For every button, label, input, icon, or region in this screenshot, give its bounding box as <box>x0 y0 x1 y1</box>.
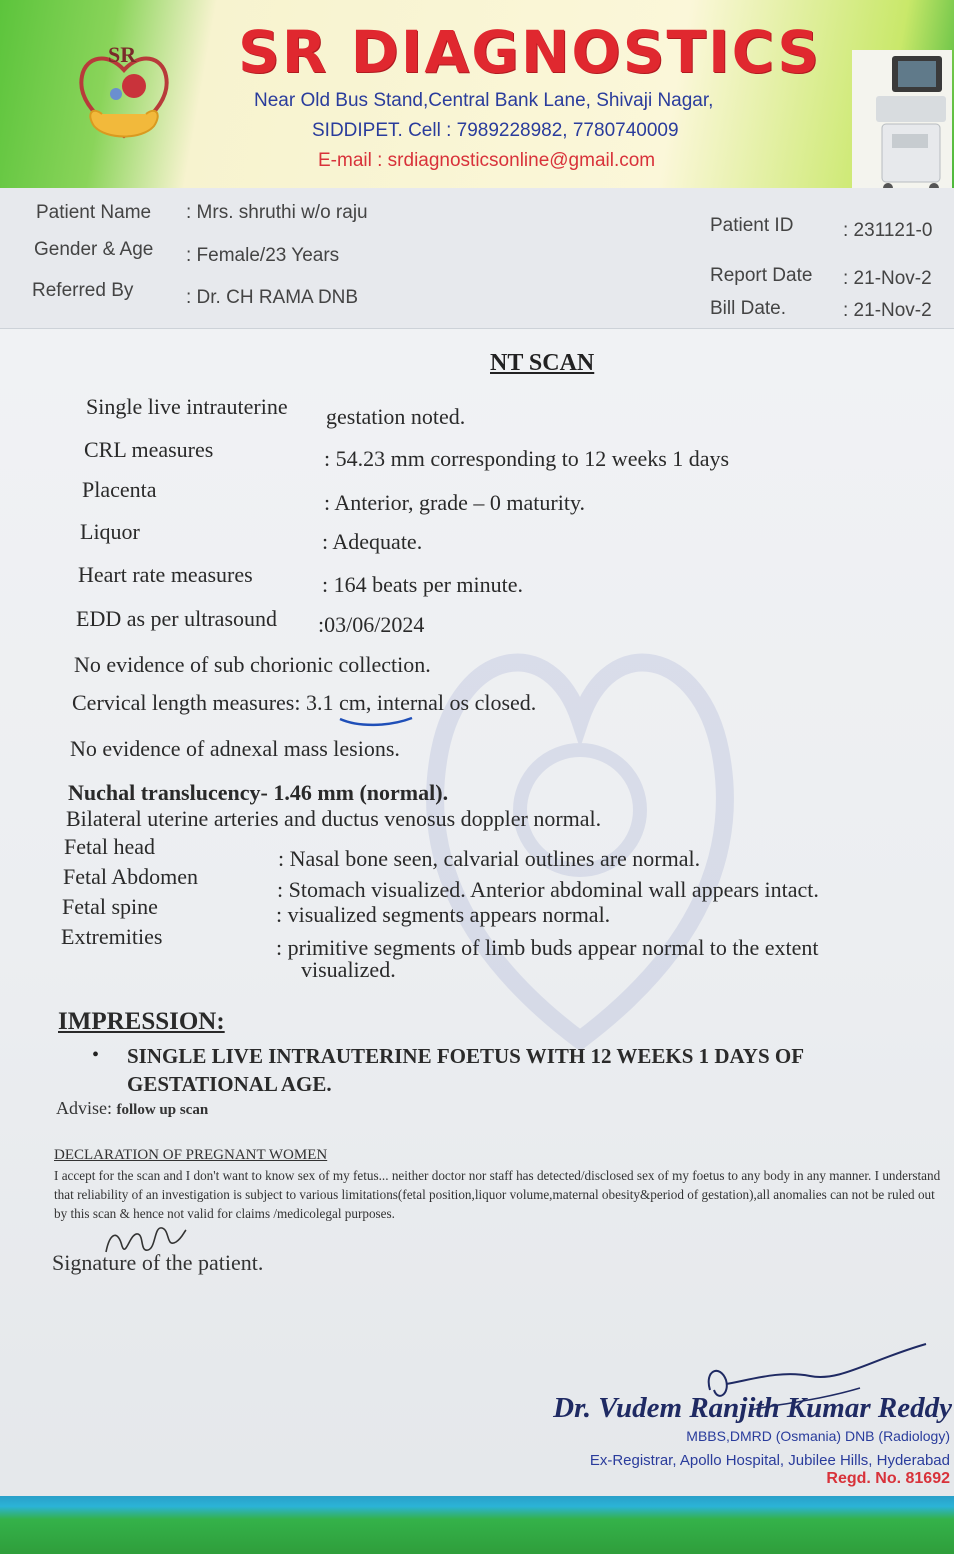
report-title: NT SCAN <box>490 350 595 376</box>
impression-title: IMPRESSION: <box>58 1008 225 1035</box>
patient-id-value: : 231121-0 <box>843 220 933 241</box>
nuchal-translucency: Nuchal translucency- 1.46 mm (normal). <box>68 780 449 805</box>
extremities-value: : primitive segments of limb buds appear normal to the extent <box>276 935 819 960</box>
advise-value: follow up scan <box>116 1102 209 1118</box>
finding-1-label: Single live intrauterine <box>86 394 288 419</box>
fetal-head-label: Fetal head <box>64 834 156 859</box>
address-line-2: SIDDIPET. Cell : 7989228982, 7780740009 <box>312 120 679 141</box>
crl-value: : 54.23 mm corresponding to 12 weeks 1 days <box>324 446 730 471</box>
bill-date-value: : 21-Nov-2 <box>843 300 932 321</box>
patient-name-label: Patient Name <box>36 202 152 223</box>
declaration-title: DECLARATION OF PREGNANT WOMEN <box>54 1147 328 1163</box>
gender-age-value: : Female/23 Years <box>186 245 340 266</box>
referred-by-label: Referred By <box>32 280 134 301</box>
finding-cervical-length: Cervical length measures: 3.1 cm, internal os closed. <box>72 690 537 715</box>
finding-subchorionic: No evidence of sub chorionic collection. <box>74 652 431 677</box>
report-date-value: : 21-Nov-2 <box>843 268 932 289</box>
placenta-label: Placenta <box>82 477 157 502</box>
crl-label: CRL measures <box>84 437 214 462</box>
sr-logo-icon <box>72 36 176 148</box>
advise-label: Advise: <box>56 1098 112 1118</box>
impression-bullet: • <box>92 1044 100 1066</box>
signature-label: Signature of the patient. <box>52 1250 264 1275</box>
address-line-1: Near Old Bus Stand,Central Bank Lane, Shivaji Nagar, <box>254 90 714 111</box>
footer-band <box>0 1496 954 1554</box>
fetal-spine-label: Fetal spine <box>62 894 158 919</box>
bill-date-label: Bill Date. <box>710 298 787 319</box>
fetal-head-value: : Nasal bone seen, calvarial outlines are normal. <box>278 846 701 871</box>
edd-label: EDD as per ultrasound <box>76 606 278 631</box>
fetal-spine-value: : visualized segments appears normal. <box>276 902 611 927</box>
declaration-text: I accept for the scan and I don't want to know sex of my fetus... neither doctor nor staff has detected/disclosed sex of my foetus to any body in any manner. I understand that reliability of an investigation is subject to various limitations(fetal position,liquor volume,maternal obesity&period of gestation),all anomalies can not be ruled out by this scan & hence not valid for claims /medicolegal purposes. <box>54 1168 941 1221</box>
patient-id-label: Patient ID <box>710 215 794 236</box>
referred-by-value: : Dr. CH RAMA DNB <box>186 287 359 308</box>
doppler-finding: Bilateral uterine arteries and ductus venosus doppler normal. <box>66 806 602 831</box>
advise-line <box>56 1098 208 1119</box>
edd-value: :03/06/2024 <box>318 612 425 637</box>
fetal-abdomen-label: Fetal Abdomen <box>63 864 199 889</box>
finding-adnexal: No evidence of adnexal mass lesions. <box>70 736 400 761</box>
heart-rate-value: : 164 beats per minute. <box>322 572 524 597</box>
liquor-label: Liquor <box>80 519 140 544</box>
pen-underline-mark <box>338 715 414 727</box>
email-line: E-mail : srdiagnosticsonline@gmail.com <box>318 150 656 171</box>
fetal-abdomen-value: : Stomach visualized. Anterior abdominal wall appears intact. <box>277 877 819 902</box>
svg-text:SR: SR <box>108 42 137 67</box>
patient-name-value: : Mrs. shruthi w/o raju <box>186 202 368 223</box>
liquor-value: : Adequate. <box>322 529 423 554</box>
doctor-qualification: MBBS,DMRD (Osmania) DNB (Radiology) <box>686 1428 950 1444</box>
placenta-value: : Anterior, grade – 0 maturity. <box>324 490 586 515</box>
ultrasound-machine-icon <box>852 50 952 195</box>
extremities-label: Extremities <box>61 924 163 949</box>
impression-text: SINGLE LIVE INTRAUTERINE FOETUS WITH 12 WEEKS 1 DAYS OF GESTATIONAL AGE. <box>127 1044 804 1096</box>
brand-title: SR DIAGNOSTICS <box>238 18 822 86</box>
report-date-label: Report Date <box>710 265 813 286</box>
doctor-role: Ex-Registrar, Apollo Hospital, Jubilee Hills, Hyderabad <box>589 1452 950 1469</box>
doctor-name: Dr. Vudem Ranjith Kumar Reddy <box>553 1392 952 1424</box>
doctor-registration: Regd. No. 81692 <box>826 1470 950 1487</box>
extremities-value-cont: visualized. <box>301 957 396 982</box>
gender-age-label: Gender & Age <box>34 239 154 260</box>
watermark-logo-icon <box>400 520 760 1080</box>
finding-1-value: gestation noted. <box>326 404 466 429</box>
heart-rate-label: Heart rate measures <box>78 562 253 587</box>
